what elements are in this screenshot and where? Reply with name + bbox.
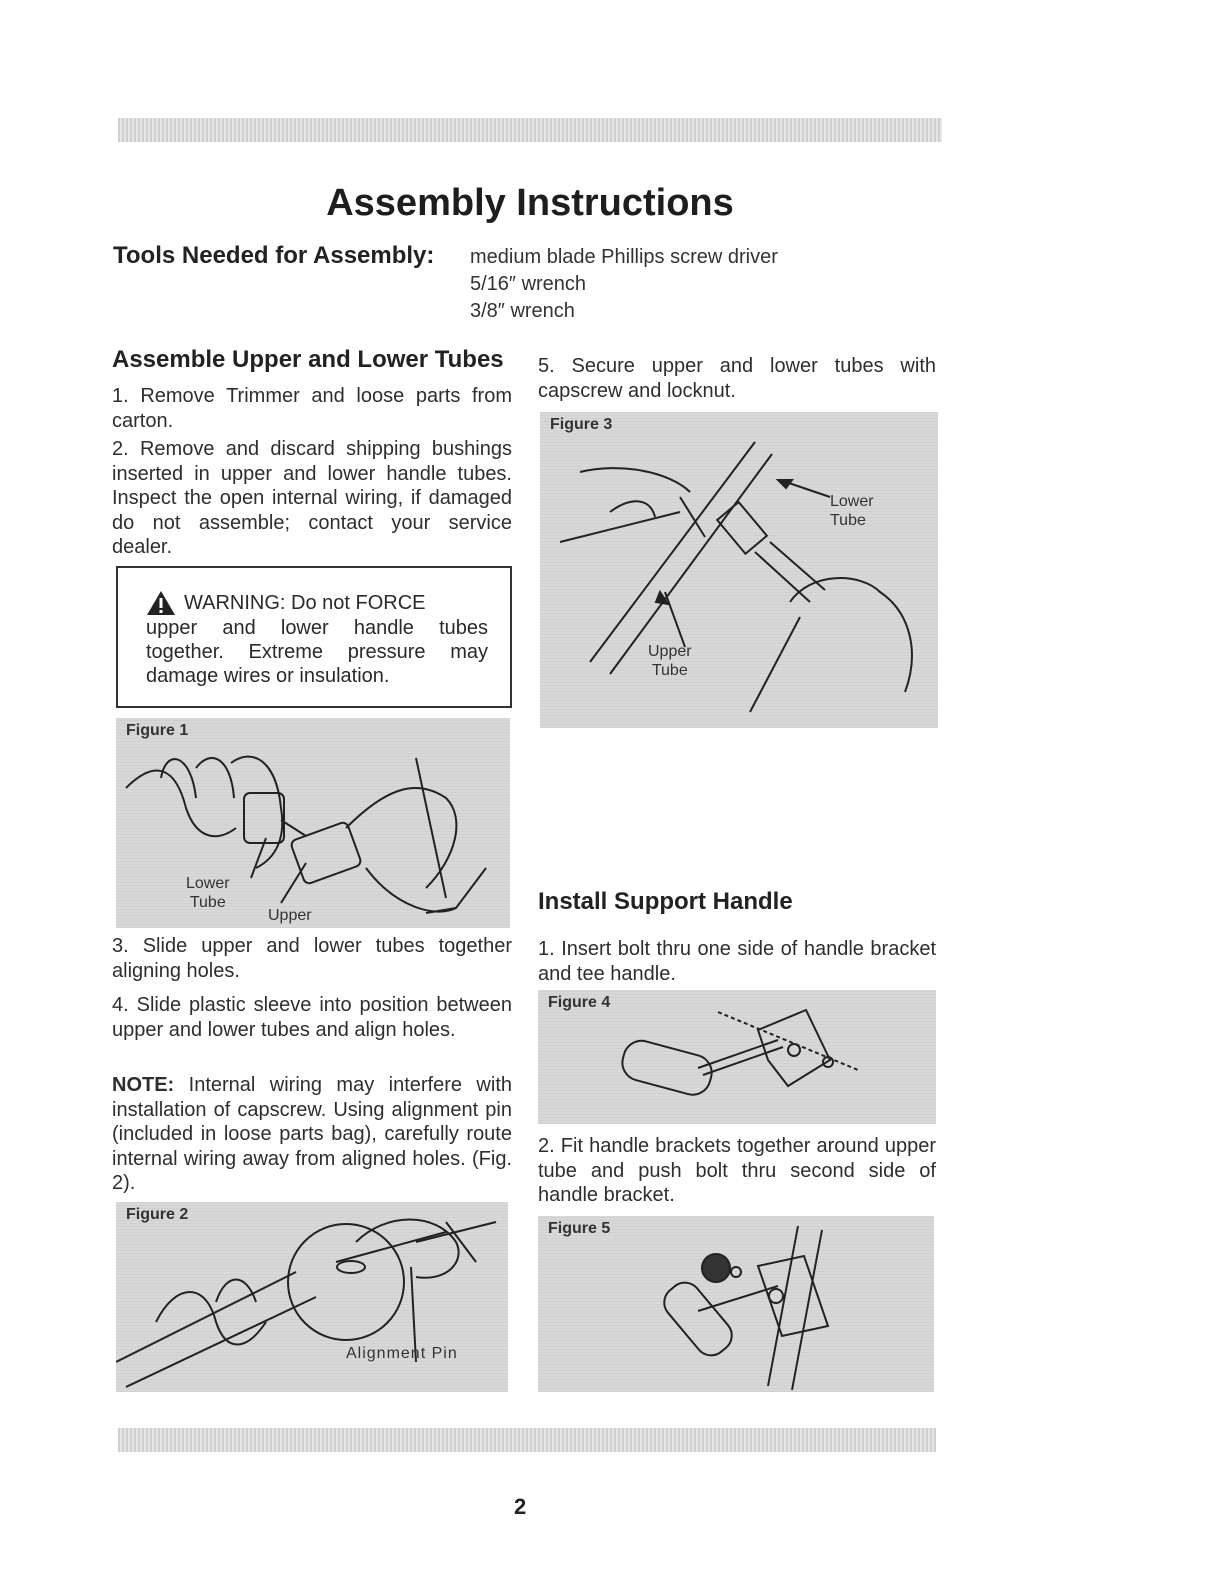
figure-4-illustration (538, 990, 936, 1124)
figure-1-label: Figure 1 (126, 722, 189, 739)
step-3-text: 3. Slide upper and lower tubes together aligning holes. (112, 935, 512, 982)
handle-step-1-text: 1. Insert bolt thru one side of handle bracket and tee handle. (538, 938, 936, 985)
page-number: 2 (514, 1494, 527, 1519)
step-4-text: 4. Slide plastic sleeve into position between upper and lower tubes and align holes. (112, 994, 512, 1041)
warning-box (116, 566, 512, 708)
figure-1-lower-tube-callout (186, 874, 230, 912)
callout-line: Tube (189, 894, 226, 911)
bottom-decorative-bar (118, 1428, 936, 1452)
figure-2-pin-callout: Alignment Pin (346, 1345, 458, 1362)
figure-2-illustration (116, 1202, 508, 1392)
callout-line: Tube (651, 662, 688, 679)
warning-body-text: upper and lower handle tubes together. Extreme pressure may damage wires or insulation. (146, 617, 488, 687)
tools-list (470, 244, 778, 325)
figure-5 (538, 1216, 934, 1392)
warning-label: WARNING: (184, 592, 286, 614)
note-text (112, 1073, 512, 1196)
figure-3-illustration (540, 412, 938, 728)
section-heading-support-handle: Install Support Handle (538, 888, 793, 915)
figure-5-label: Figure 5 (548, 1220, 611, 1237)
figure-5-illustration (538, 1216, 934, 1392)
figure-4 (538, 990, 936, 1124)
figure-3 (540, 412, 938, 728)
step-1-text: 1. Remove Trimmer and loose parts from carton. (112, 385, 512, 432)
step-2-text: 2. Remove and discard shipping bushings inserted in upper and lower handle tubes. Inspect the open internal wiring, if damaged do not assemble; contact your service dealer. (112, 438, 512, 558)
tool-item: 3/8″ wrench (470, 300, 575, 322)
callout-line: Lower (186, 875, 230, 892)
callout-line: Upper (648, 643, 692, 660)
tool-item: medium blade Phillips screw driver (470, 246, 778, 268)
figure-3-upper-tube-callout (648, 642, 692, 680)
handle-step-2-text: 2. Fit handle brackets together around upper tube and push bolt thru second side of handle bracket. (538, 1135, 936, 1206)
figure-3-label: Figure 3 (550, 416, 613, 433)
callout-line: Lower (830, 493, 874, 510)
warning-head-text: Do not FORCE (285, 592, 426, 614)
tools-label: Tools Needed for Assembly: (113, 242, 435, 269)
callout-line: Tube (830, 512, 866, 529)
note-label: NOTE: (112, 1074, 175, 1096)
figure-1-illustration (116, 718, 510, 928)
top-decorative-bar (118, 118, 942, 142)
step-5-text: 5. Secure upper and lower tubes with capscrew and locknut. (538, 355, 936, 402)
page-title: Assembly Instructions (326, 182, 734, 224)
figure-1 (116, 718, 510, 928)
warning-triangle-icon (146, 590, 176, 616)
figure-2 (116, 1202, 508, 1392)
note-body: Internal wiring may interfere with installation of capscrew. Using alignment pin (included in loose parts bag), carefully route internal wiring away from aligned holes. (Fig. 2). (112, 1074, 512, 1194)
figure-2-label: Figure 2 (126, 1206, 189, 1223)
figure-4-label: Figure 4 (548, 994, 611, 1011)
tool-item: 5/16″ wrench (470, 273, 587, 295)
section-heading-tubes: Assemble Upper and Lower Tubes (112, 346, 504, 373)
figure-1-upper-callout: Upper (268, 907, 312, 924)
figure-3-lower-tube-callout (830, 492, 874, 530)
